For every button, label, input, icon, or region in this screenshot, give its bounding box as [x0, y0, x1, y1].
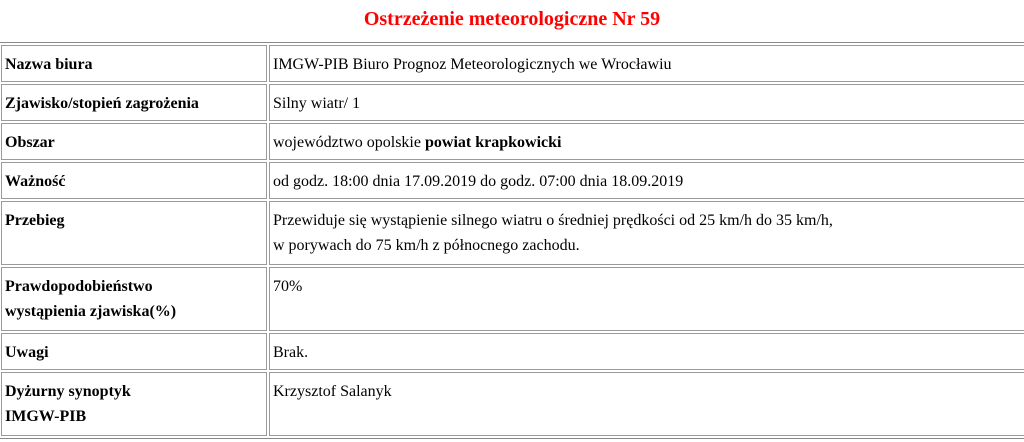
warning-details-table	[0, 42, 1024, 439]
row-label-validity: Ważność	[1, 162, 267, 199]
table-row-area	[1, 123, 1024, 160]
warning-title: Ostrzeżenie meteorologiczne Nr 59	[363, 8, 661, 30]
row-value-forecaster: Krzysztof Salanyk	[269, 372, 1024, 436]
row-value-area	[269, 123, 1024, 160]
row-label-probability	[1, 267, 267, 331]
row-value-probability: 70%	[269, 267, 1024, 331]
row-value-course	[269, 201, 1024, 265]
table-row-forecaster	[1, 372, 1024, 436]
forecaster-label-line-2: IMGW-PIB	[5, 408, 87, 425]
forecaster-label-line-1: Dyżurny synoptyk	[5, 383, 131, 400]
table-row-office	[1, 45, 1024, 82]
table-row-remarks	[1, 333, 1024, 370]
row-label-course: Przebieg	[1, 201, 267, 265]
row-label-area: Obszar	[1, 123, 267, 160]
row-label-office: Nazwa biura	[1, 45, 267, 82]
probability-label-line-1: Prawdopodobieństwo	[5, 278, 153, 295]
probability-label-line-2: wystąpienia zjawiska(%)	[5, 303, 177, 320]
row-value-office: IMGW-PIB Biuro Prognoz Meteorologicznych we Wrocławiu	[269, 45, 1024, 82]
row-value-phenomenon: Silny wiatr/ 1	[269, 84, 1024, 121]
table-row-course	[1, 201, 1024, 265]
row-label-remarks: Uwagi	[1, 333, 267, 370]
course-line-2: w porywach do 75 km/h z północnego zachodu.	[273, 237, 580, 254]
row-label-phenomenon: Zjawisko/stopień zagrożenia	[1, 84, 267, 121]
area-county: powiat krapkowicki	[424, 134, 562, 151]
row-value-remarks: Brak.	[269, 333, 1024, 370]
area-voivodeship: województwo opolskie	[273, 134, 425, 151]
course-line-1: Przewiduje się wystąpienie silnego wiatru o średniej prędkości od 25 km/h do 35 km/h,	[273, 212, 833, 229]
table-row-validity	[1, 162, 1024, 199]
table-row-phenomenon	[1, 84, 1024, 121]
row-value-validity: od godz. 18:00 dnia 17.09.2019 do godz. 07:00 dnia 18.09.2019	[269, 162, 1024, 199]
table-row-probability	[1, 267, 1024, 331]
row-label-forecaster	[1, 372, 267, 436]
